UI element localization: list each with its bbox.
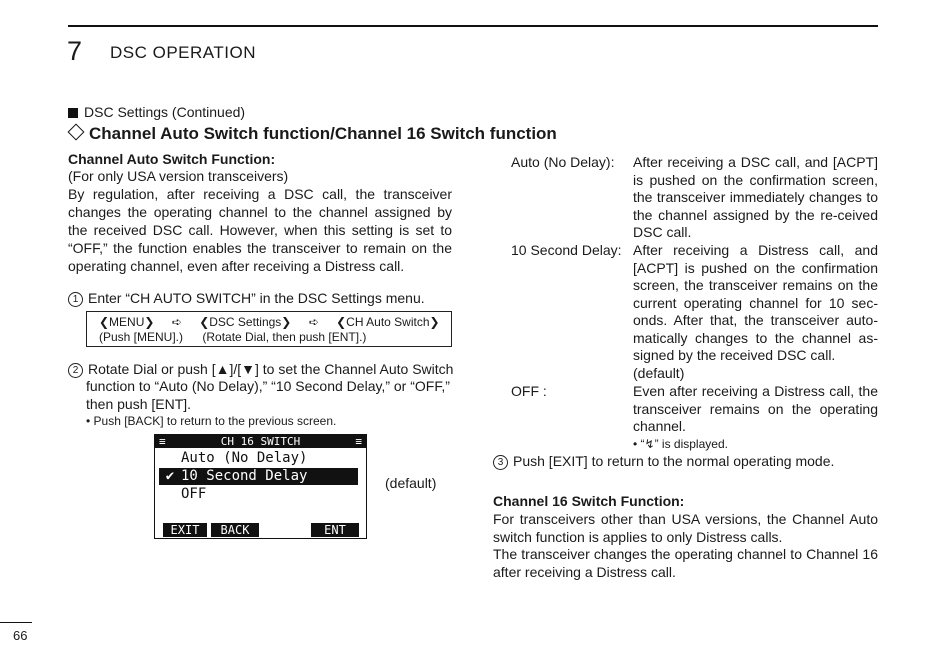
cas-body: By regulation, after receiving a DSC call, the transceiver changes the operating channel to the channel assigned by the received DSC call. However, when this setting is set to “OFF,” the function enables the transceiver to remain on the operating channel, even after receiving a Distress call. bbox=[68, 186, 452, 274]
lcd-option-10-second-delay: ✔ 10 Second Delay bbox=[159, 468, 358, 485]
softkey-back: BACK bbox=[211, 523, 259, 537]
page-number: 66 bbox=[13, 628, 28, 643]
option-desc-auto: After receiving a DSC call, and [ACPT] is pushed on the confirmation screen, the transceiver immediately changes to the channel assigned by the re-ceived DSC call. bbox=[633, 154, 878, 240]
menu-path-ch-auto-switch: ❮CH Auto Switch❯ bbox=[336, 315, 440, 329]
arrow-icon: ➪ bbox=[171, 315, 182, 329]
ch16-paragraph-1: For transceivers other than USA versions, the Channel Auto switch function is applies to only Distress calls. bbox=[493, 511, 878, 545]
step-number-2: 2 bbox=[68, 363, 83, 378]
step-2-line-3: then push [ENT]. bbox=[86, 396, 192, 412]
square-bullet-icon bbox=[68, 108, 78, 118]
lcd-option-auto: Auto (No Delay) bbox=[181, 450, 308, 466]
menu-path-box bbox=[86, 311, 452, 347]
ch16-heading: Channel 16 Switch Function: bbox=[493, 493, 685, 509]
option-label-auto: Auto (No Delay): bbox=[511, 154, 615, 170]
step-2: 2 Rotate Dial or push [▲]/[▼] to set the Channel Auto Switch bbox=[68, 361, 453, 379]
lcd-option-off: OFF bbox=[181, 486, 207, 502]
step-2-bullet: • Push [BACK] to return to the previous screen. bbox=[86, 414, 337, 428]
option-default-label: (default) bbox=[633, 365, 685, 381]
menu-lines-icon: ≡ bbox=[355, 435, 362, 448]
section-heading: Channel Auto Switch function/Channel 16 Switch function bbox=[67, 124, 557, 144]
step-number-1: 1 bbox=[68, 292, 83, 307]
arrow-icon: ➪ bbox=[308, 315, 319, 329]
checkmark-icon: ✔ bbox=[165, 468, 175, 484]
step-1: 1 Enter “CH AUTO SWITCH” in the DSC Settings menu. bbox=[68, 290, 425, 308]
menu-path-subrow bbox=[99, 330, 366, 344]
step-number-3: 3 bbox=[493, 455, 508, 470]
footer-rule bbox=[0, 622, 32, 623]
cas-note: (For only USA version transceivers) bbox=[68, 168, 289, 184]
lcd-screen bbox=[154, 434, 367, 539]
section-subtitle: DSC Settings (Continued) bbox=[68, 104, 245, 120]
menu-path-dsc-settings: ❮DSC Settings❯ bbox=[199, 315, 292, 329]
option-label-10-second-delay: 10 Second Delay: bbox=[511, 242, 622, 258]
lcd-title: CH 16 SWITCH bbox=[220, 435, 301, 448]
option-desc-off: Even after receiving a Distress call, the transceiver remains on the operating channel. bbox=[633, 383, 878, 434]
option-desc-10-second-delay: After receiving a Distress call, and [ACPT] is pushed on the confirmation screen, the transceiver remains on the current operating channel for 10 sec-onds. After that, the transceiver auto-matically changes to the channel as-signed by the received DSC call. bbox=[633, 242, 878, 363]
lcd-title-bar bbox=[155, 435, 366, 448]
cas-heading: Channel Auto Switch Function: bbox=[68, 151, 276, 167]
softkey-ent: ENT bbox=[311, 523, 359, 537]
softkey-exit: EXIT bbox=[163, 523, 207, 537]
ch16-paragraph-2: The transceiver changes the operating channel to Channel 16 after receiving a Distress call. bbox=[493, 546, 878, 580]
chapter-number: 7 bbox=[67, 36, 83, 66]
chapter-title: DSC OPERATION bbox=[110, 43, 256, 62]
lcd-default-label: (default) bbox=[385, 475, 437, 491]
off-bullet: • “↯” is displayed. bbox=[633, 437, 728, 451]
step-3: 3 Push [EXIT] to return to the normal operating mode. bbox=[493, 453, 834, 471]
header-rule bbox=[68, 25, 878, 27]
menu-path-sub1: (Push [MENU].) bbox=[99, 330, 184, 344]
menu-path-sub2: (Rotate Dial, then push [ENT].) bbox=[202, 330, 367, 344]
diamond-icon bbox=[68, 124, 85, 141]
option-label-off: OFF : bbox=[511, 383, 547, 399]
menu-lines-icon: ≡ bbox=[159, 435, 166, 448]
menu-path-row bbox=[99, 315, 440, 329]
menu-path-menu: ❮MENU❯ bbox=[99, 315, 155, 329]
step-2-line-2: function to “Auto (No Delay),” “10 Second Delay,” or “OFF,” bbox=[86, 378, 450, 394]
